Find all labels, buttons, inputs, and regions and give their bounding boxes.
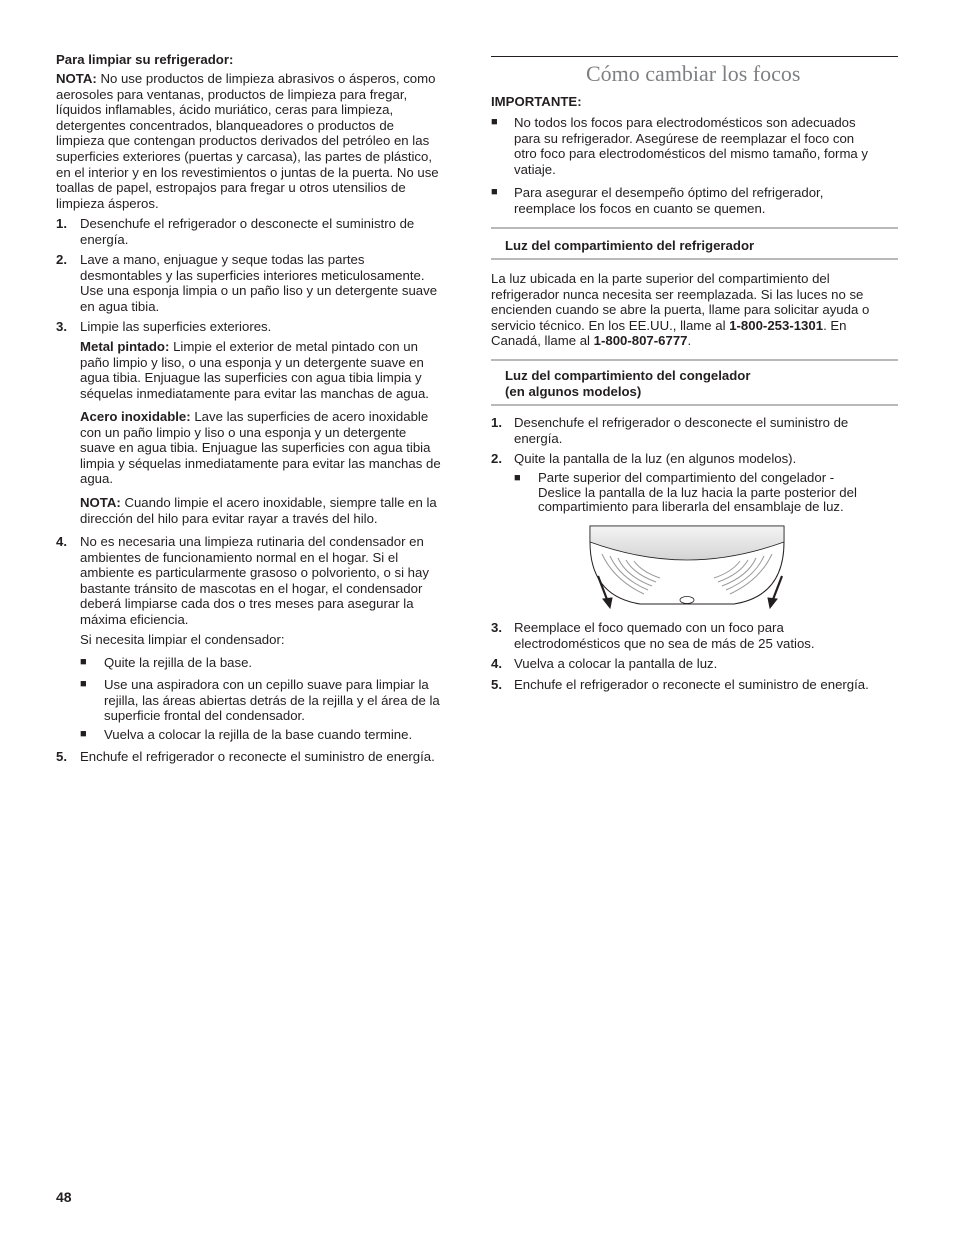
paragraph-text: . (687, 333, 692, 349)
step-4 (56, 534, 462, 628)
bullet-line: No todos los focos para electrodomésticos son adecuados (514, 115, 856, 130)
bullet-line: Quite la rejilla de la base. (104, 655, 253, 670)
subsection-rule (491, 359, 898, 361)
step-number: 5. (56, 749, 67, 764)
nota-paragraph (56, 71, 462, 211)
step-number: 4. (56, 534, 67, 549)
nota-line: en el interior y en los revestimientos o juntas de la puerta. No use (56, 164, 439, 180)
nota2-line: dirección del hilo para evitar rayar a través del hilo. (80, 510, 378, 526)
phone-us: 1-800-253-1301 (729, 317, 824, 333)
bullet-line: Use una aspiradora con un cepillo suave para limpiar la (104, 677, 429, 692)
metal-label: Metal pintado: (80, 339, 170, 354)
nota2-paragraph (80, 495, 462, 526)
subsection-rule (491, 258, 898, 260)
nota-line: superficies exteriores (puertas y carcasa), las partes de plástico, (56, 148, 433, 164)
nota-line: limpieza ásperos. (56, 195, 159, 211)
acero-line: limpia y séquelas inmediatamente para evitar las manchas de (80, 455, 441, 471)
freezer-step-2 (491, 451, 899, 467)
freezer-bullet (514, 471, 899, 515)
bullet-icon: ■ (491, 116, 498, 128)
subsection-rule (491, 227, 898, 229)
fridge-light-paragraph (491, 271, 899, 349)
step-line: electrodomésticos que no sea de más de 25 vatios. (514, 635, 815, 651)
bullet-icon: ■ (514, 472, 521, 484)
subsection-rule (491, 404, 898, 406)
nota2-line: Cuando limpie el acero inoxidable, siempre talle en la (124, 495, 437, 510)
condenser-bullet-1 (80, 655, 462, 671)
acero-line: Lave las superficies de acero inoxidable (194, 409, 429, 424)
acero-line: agua. (80, 471, 114, 487)
bullet-line: Vuelva a colocar la rejilla de la base cuando termine. (104, 727, 413, 742)
bullet-line: compartimiento para liberarla del ensamblaje de luz. (538, 499, 844, 514)
acero-label: Acero inoxidable: (80, 409, 191, 424)
metal-paragraph (80, 339, 462, 401)
paragraph-text: servicio técnico. En los EE.UU., llame al (491, 317, 730, 333)
bullet-line: para su refrigerador. Asegúrese de reemplazar el foco con (514, 130, 855, 146)
nota-line: toallas de papel, estropajos para fregar u otros utensilios de (56, 180, 406, 196)
metal-line: séquelas inmediatamente para evitar las manchas de agua. (80, 385, 429, 401)
section-title: Cómo cambiar los focos (586, 61, 801, 86)
bullet-line: vatiaje. (514, 161, 556, 177)
bullet-icon: ■ (491, 186, 498, 198)
step-5 (56, 749, 462, 765)
step-line: ambiente es particularmente grasoso o polvoriento, o si hay (80, 565, 429, 581)
step-line: en agua tibia. (80, 298, 160, 314)
step-line: Quite la pantalla de la luz (en algunos modelos). (514, 451, 797, 466)
bullet-line: otro foco para electrodomésticos del mismo tamaño, forma y (514, 146, 869, 162)
step-number: 5. (491, 677, 502, 692)
bullet-line: rejilla, las áreas abiertas detrás de la rejilla y el área de la (104, 692, 440, 708)
acero-line: suave en agua tibia. Enjuague las superficies con agua tibia (80, 440, 431, 456)
nota-label: NOTA: (56, 71, 97, 86)
nota-line: No use productos de limpieza abrasivos o ásperos, como (100, 71, 436, 86)
step-line: ambientes de funcionamiento normal en el hogar. Si el (80, 549, 399, 565)
paragraph-text: . En (823, 317, 847, 333)
step-3 (56, 319, 462, 335)
condenser-bullet-2 (80, 677, 462, 724)
step-number: 2. (56, 252, 67, 267)
page-number: 48 (56, 1189, 72, 1205)
step-line: Vuelva a colocar la pantalla de luz. (514, 656, 718, 671)
nota2-label: NOTA: (80, 495, 121, 510)
fridge-light-heading: Luz del compartimiento del refrigerador (505, 238, 755, 253)
phone-canada: 1-800-807-6777 (593, 333, 688, 349)
step-line: energía. (80, 231, 129, 247)
step-2 (56, 252, 462, 314)
condenser-bullet-3 (80, 727, 462, 743)
metal-line: paño limpio y liso, o una esponja y un detergente suave en (80, 354, 424, 370)
section-top-rule (491, 56, 898, 57)
important-label: IMPORTANTE: (491, 94, 582, 109)
step-line: desmontables y las superficies interiores meticulosamente. (80, 267, 425, 283)
bullet-line: Parte superior del compartimiento del congelador - (538, 470, 835, 485)
freezer-step-5 (491, 677, 899, 693)
step-line: Enchufe el refrigerador o reconecte el suministro de energía. (80, 749, 435, 764)
heading-line: Luz del compartimiento del congelador (505, 368, 751, 383)
step-number: 1. (491, 415, 502, 430)
step-line: Enchufe el refrigerador o reconecte el suministro de energía. (514, 677, 869, 692)
acero-paragraph (80, 409, 462, 487)
nota-line: líquidos inflamables, ácido muriático, ceras para limpieza, (56, 102, 394, 118)
heading-line: (en algunos modelos) (505, 383, 642, 399)
metal-line: Limpie el exterior de metal pintado con un (173, 339, 418, 354)
step-number: 2. (491, 451, 502, 466)
acero-line: con un paño limpio y liso o una esponja y un detergente (80, 424, 407, 440)
step-line: Desenchufe el refrigerador o desconecte el suministro de (80, 216, 415, 231)
step-line: Reemplace el foco quemado con un foco para (514, 620, 784, 635)
bullet-line: Deslice la pantalla de la luz hacia la parte posterior del (538, 484, 857, 500)
important-bullet-2 (491, 185, 899, 216)
cleaning-heading: Para limpiar su refrigerador: (56, 52, 234, 67)
step-number: 1. (56, 216, 67, 231)
bullet-line: superficie frontal del condensador. (104, 708, 305, 724)
step-line: Lave a mano, enjuague y seque todas las partes (80, 252, 365, 267)
paragraph-line: refrigerador nunca necesita ser reemplazada. Si las luces no se (491, 286, 864, 302)
paragraph-line: La luz ubicada en la parte superior del compartimiento del (491, 271, 830, 286)
freezer-light-heading (505, 368, 750, 399)
important-bullet-1 (491, 115, 899, 177)
freezer-step-4 (491, 656, 899, 672)
nota-line: detergentes concentrados, blanqueadores o productos de (56, 117, 394, 133)
step-line: Desenchufe el refrigerador o desconecte el suministro de (514, 415, 849, 430)
bullet-icon: ■ (80, 656, 87, 668)
bullet-icon: ■ (80, 678, 87, 690)
light-shield-illustration (584, 524, 790, 610)
nota-line: limpieza que contengan productos derivados del petróleo en las (56, 133, 430, 149)
bullet-line: reemplace los focos en cuanto se quemen. (514, 200, 766, 216)
step-line: máxima eficiencia. (80, 611, 189, 627)
condenser-intro: Si necesita limpiar el condensador: (80, 632, 285, 647)
step-line: deberá limpiarse cada dos o tres meses para asegurar la (80, 596, 414, 612)
paragraph-text: Canadá, llame al (491, 333, 594, 349)
step-line: Use una esponja limpia o un paño liso y un detergente suave (80, 283, 438, 299)
freezer-step-3 (491, 620, 899, 651)
nota-line: aerosoles para ventanas, productos de limpieza para fregar, (56, 86, 408, 102)
step-number: 3. (491, 620, 502, 635)
step-number: 4. (491, 656, 502, 671)
bullet-line: Para asegurar el desempeño óptimo del refrigerador, (514, 185, 824, 200)
metal-line: agua tibia. Enjuague las superficies con agua tibia limpia y (80, 370, 422, 386)
step-line: energía. (514, 430, 563, 446)
step-number: 3. (56, 319, 67, 334)
step-1 (56, 216, 462, 247)
paragraph-line: encienden cuando se abre la puerta, llame para solicitar ayuda o (491, 302, 870, 318)
step-line: No es necesaria una limpieza rutinaria del condensador en (80, 534, 424, 549)
bullet-icon: ■ (80, 728, 87, 740)
step-line: bastante tránsito de mascotas en el hogar, el condensador (80, 580, 423, 596)
freezer-step-1 (491, 415, 899, 446)
step-line: Limpie las superficies exteriores. (80, 319, 272, 334)
